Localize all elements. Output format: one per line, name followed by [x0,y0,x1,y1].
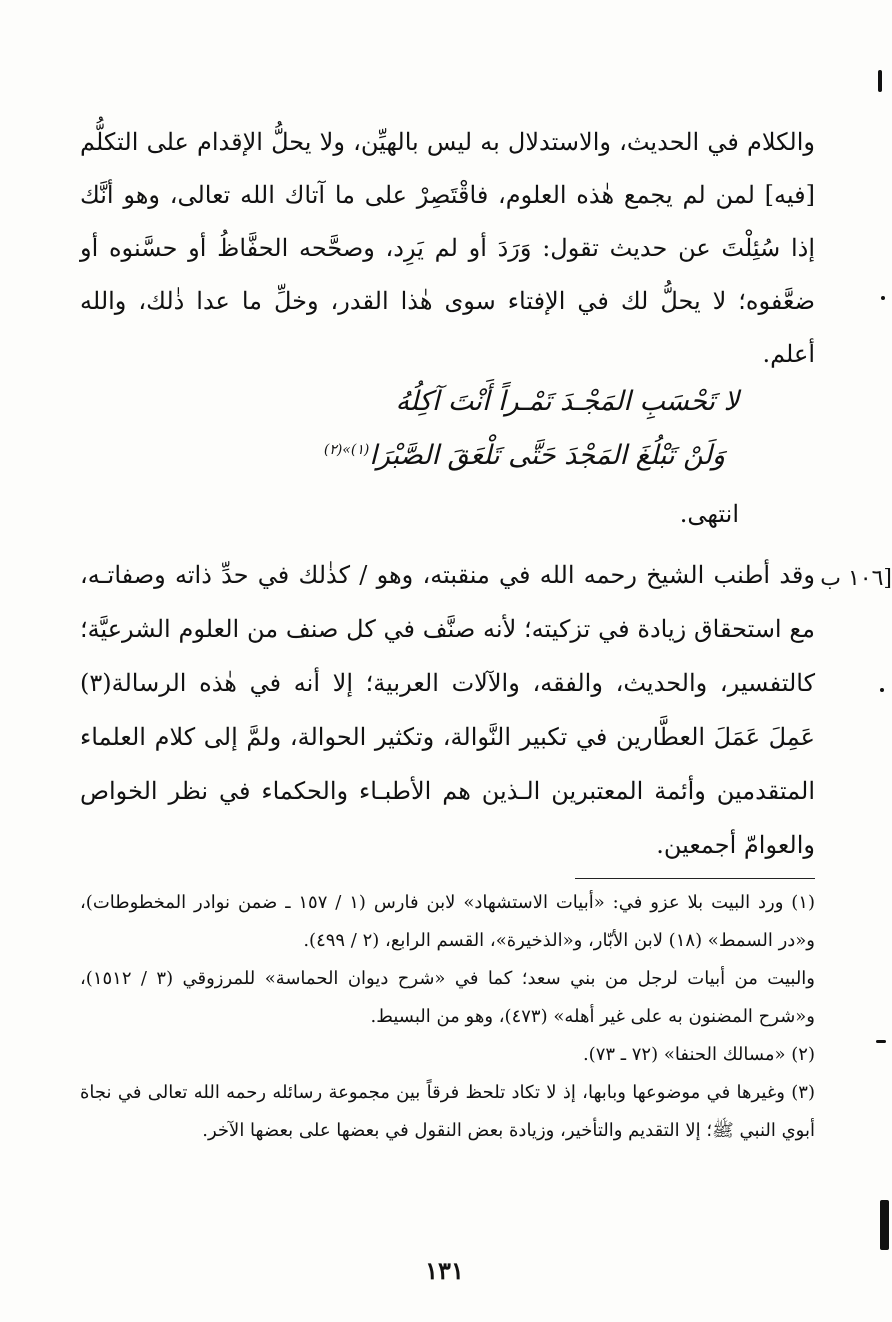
paragraph-2-text: وقد أطنب الشيخ رحمه الله في منقبته، وهو / كذٰلك في حدِّ ذاته وصفاتـه، مع استحقاق زيادة في تزكيته؛ لأنه صنَّف في كل صنف من العلوم الشرعيَّة؛ كالتفسير، والحديث، والفقه، والآلات العربية؛ إلا أنه في هٰذه الرسالة(٣) عَمِلَ عَمَلَ العطَّارين في تكبير النَّوالة، وتكثير الحوالة، ولمَّ إلى كلام العلماء المتقدمين وأئمة المعتبرين الـذين هم الأطبـاء والحكماء في نظر الخواص والعوامّ أجمعين. [80,561,815,859]
intaha-label: انتهى. [679,500,739,528]
verse-line-2 [324,440,725,471]
verse-footnote-refs: (١)»(٢) [323,442,370,458]
paragraph-1 [80,116,815,381]
footnote-1: (١) ورد البيت بلا عزو في: «أبيات الاستشهاد» لابن فارس (١ / ١٥٧ ـ ضمن نوادر المخطوطات)، و«در السمط» (١٨) لابن الأبّار، و«الذخيرة»، القسم الرابع، (٢ / ٤٩٩). [80,892,815,951]
scan-mark-top [878,70,882,92]
scan-mark-lower [880,688,884,692]
footnote-3: (٣) وغيرها في موضوعها وبابها، إذ لا تكاد تلحظ فرقاً بين مجموعة رسائله رحمه الله تعالى في نجاة أبوي النبي ﷺ؛ إلا التقديم والتأخير، وزيادة بعض النقول في بعضها على بعضها الآخر. [80,1082,815,1141]
footnote-2: (٢) «مسالك الحنفا» (٧٢ ـ ٧٣). [582,1044,815,1065]
scan-mark-bottom [880,1200,889,1250]
page-number: ١٣١ [425,1256,464,1285]
verse-line-1: لا تَحْسَبِ المَجْـدَ تَمْـراً أَنْتَ آكِلُهُ [395,386,739,417]
paragraph-2 [80,548,815,872]
verse-line-2-text: وَلَنْ تَبْلُغَ المَجْدَ حَتَّى تَلْعَقَ الصَّبْرَا [369,440,725,471]
footnote-separator [575,878,815,879]
footnote-1-continued: والبيت من أبيات لرجل من بني سعد؛ كما في «شرح ديوان الحماسة» للمرزوقي (٣ / ١٥١٢)، و«شرح المضنون به على غير أهله» (٤٧٣)، وهو من البسيط. [80,968,815,1027]
manuscript-folio-note: [١٠٦ ب [820,566,892,591]
footnotes [80,884,815,1150]
scan-mark-middle [881,296,885,300]
scan-mark-dash [876,1040,886,1043]
paragraph-1-text: والكلام في الحديث، والاستدلال به ليس بالهيِّن، ولا يحلُّ الإقدام على التكلُّم [فيه] لمن لم يجمع هٰذه العلوم، فاقْتَصِرْ على ما آتاك الله تعالى، وهو أنَّك إذا سُئِلْتَ عن حديث تقول: وَرَدَ أو لم يَرِد، وصحَّحه الحفَّاظُ أو حسَّنوه أو ضعَّفوه؛ لا يحلُّ لك في الإفتاء سوى هٰذا القدر، وخلِّ ما عدا ذٰلك، والله أعلم. [80,128,816,368]
